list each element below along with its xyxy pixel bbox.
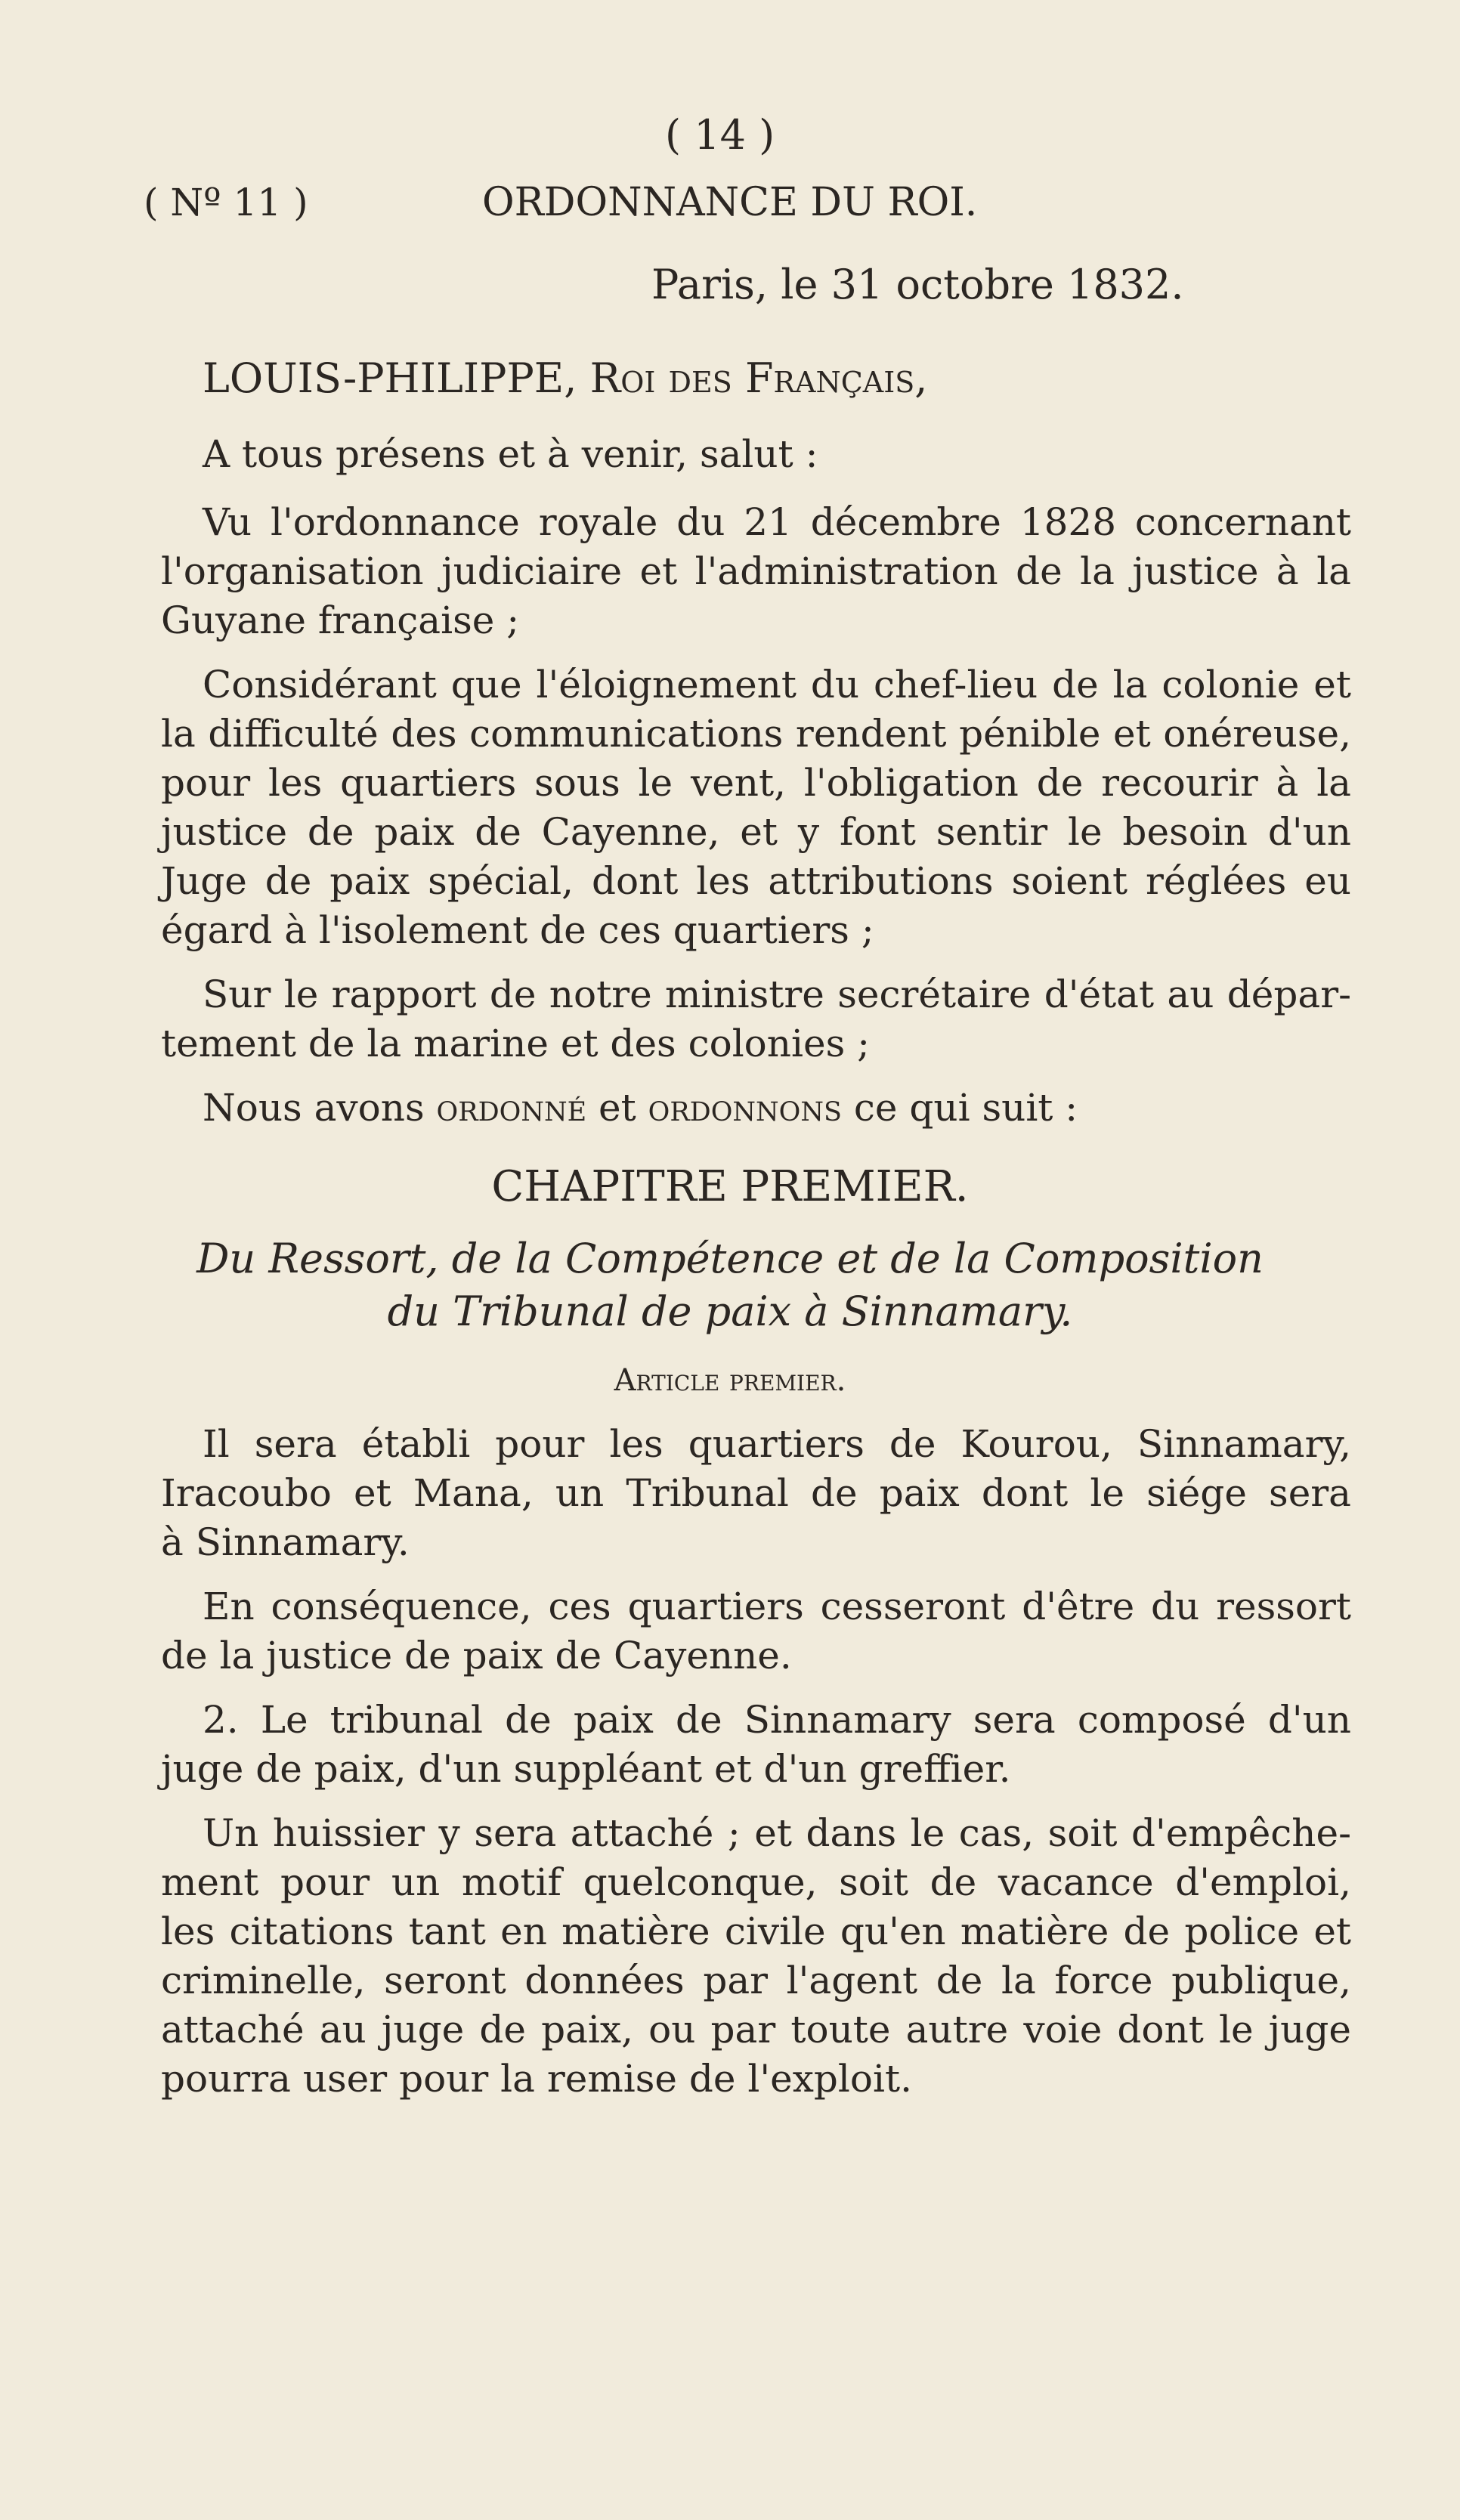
paragraph-2-line-5: Juge de paix spécial, dont les attributions soient réglées eu	[161, 859, 1351, 903]
page-number: ( 14 )	[665, 111, 775, 159]
paragraph-1-line-1: Vu l'ordonnance royale du 21 décembre 1828 concernant	[203, 500, 1351, 544]
salutation: A tous présens et à venir, salut :	[203, 432, 818, 476]
paragraph-2-line-1: Considérant que l'éloignement du chef-lieu de la colonie et	[203, 663, 1351, 707]
paragraph-2-line-2: la difficulté des communications rendent pénible et onéreuse,	[161, 712, 1351, 756]
ordonne-word: ordonné	[436, 1086, 587, 1130]
paragraph-3-line-2: tement de la marine et des colonies ;	[161, 1022, 870, 1065]
ordinance-number: ( Nº 11 )	[144, 181, 308, 224]
paragraph-1-line-2: l'organisation judiciaire et l'administration de la justice à la	[161, 549, 1351, 593]
paragraph-3-line-1: Sur le rapport de notre ministre secrétaire d'état au dépar-	[203, 972, 1351, 1016]
article-2-line-2: juge de paix, d'un suppléant et d'un greffier.	[161, 1747, 1011, 1791]
article-2b-line-5: attaché au juge de paix, ou par toute autre voie dont le juge	[161, 2008, 1351, 2052]
article-2b-line-6: pourra user pour la remise de l'exploit.	[161, 2057, 912, 2101]
paragraph-2-line-4: justice de paix de Cayenne, et y font sentir le besoin d'un	[161, 810, 1351, 854]
king-title: Roi des Français,	[589, 354, 928, 402]
article-2-line-1: 2. Le tribunal de paix de Sinnamary sera composé d'un	[203, 1698, 1351, 1742]
article-1-line-1: Il sera établi pour les quartiers de Kourou, Sinnamary,	[203, 1422, 1351, 1466]
chapter-title: CHAPITRE PREMIER.	[491, 1162, 969, 1211]
article-1-line-3: à Sinnamary.	[161, 1520, 410, 1564]
article-1-line-2: Iracoubo et Mana, un Tribunal de paix dont le siége sera	[161, 1471, 1351, 1515]
article-1b-line-2: de la justice de paix de Cayenne.	[161, 1634, 792, 1677]
ordonnons-line	[203, 1084, 1078, 1131]
ordinance-date: Paris, le 31 octobre 1832.	[651, 261, 1184, 308]
ordonnons-text-a: Nous avons	[203, 1086, 437, 1130]
paragraph-2-line-3: pour les quartiers sous le vent, l'obligation de recourir à la	[161, 761, 1351, 805]
ordonnons-word: ordonnons	[648, 1086, 842, 1130]
article-2b-line-2: ment pour un motif quelconque, soit de vacance d'emploi,	[161, 1860, 1351, 1904]
paragraph-2-line-6: égard à l'isolement de ces quartiers ;	[161, 908, 874, 952]
article-2b-line-3: les citations tant en matière civile qu'en matière de police et	[161, 1909, 1351, 1953]
paragraph-1-line-3: Guyane française ;	[161, 598, 520, 642]
chapter-subtitle-line-2: du Tribunal de paix à Sinnamary.	[387, 1288, 1073, 1335]
article-1b-line-1: En conséquence, ces quartiers cesseront d'être du ressort	[203, 1585, 1351, 1628]
chapter-subtitle-line-1: Du Ressort, de la Compétence et de la Composition	[196, 1235, 1264, 1282]
king-line	[203, 355, 927, 402]
article-2b-line-1: Un huissier y sera attaché ; et dans le cas, soit d'empêche-	[203, 1811, 1351, 1855]
article-heading: Article premier.	[614, 1363, 846, 1398]
king-name: LOUIS-PHILIPPE,	[203, 354, 590, 402]
article-2b-line-4: criminelle, seront données par l'agent de la force publique,	[161, 1959, 1351, 2002]
ordonnons-text-c: et	[586, 1086, 648, 1130]
ordonnons-text-e: ce qui suit :	[841, 1086, 1078, 1130]
ordinance-title: ORDONNANCE DU ROI.	[482, 180, 978, 225]
